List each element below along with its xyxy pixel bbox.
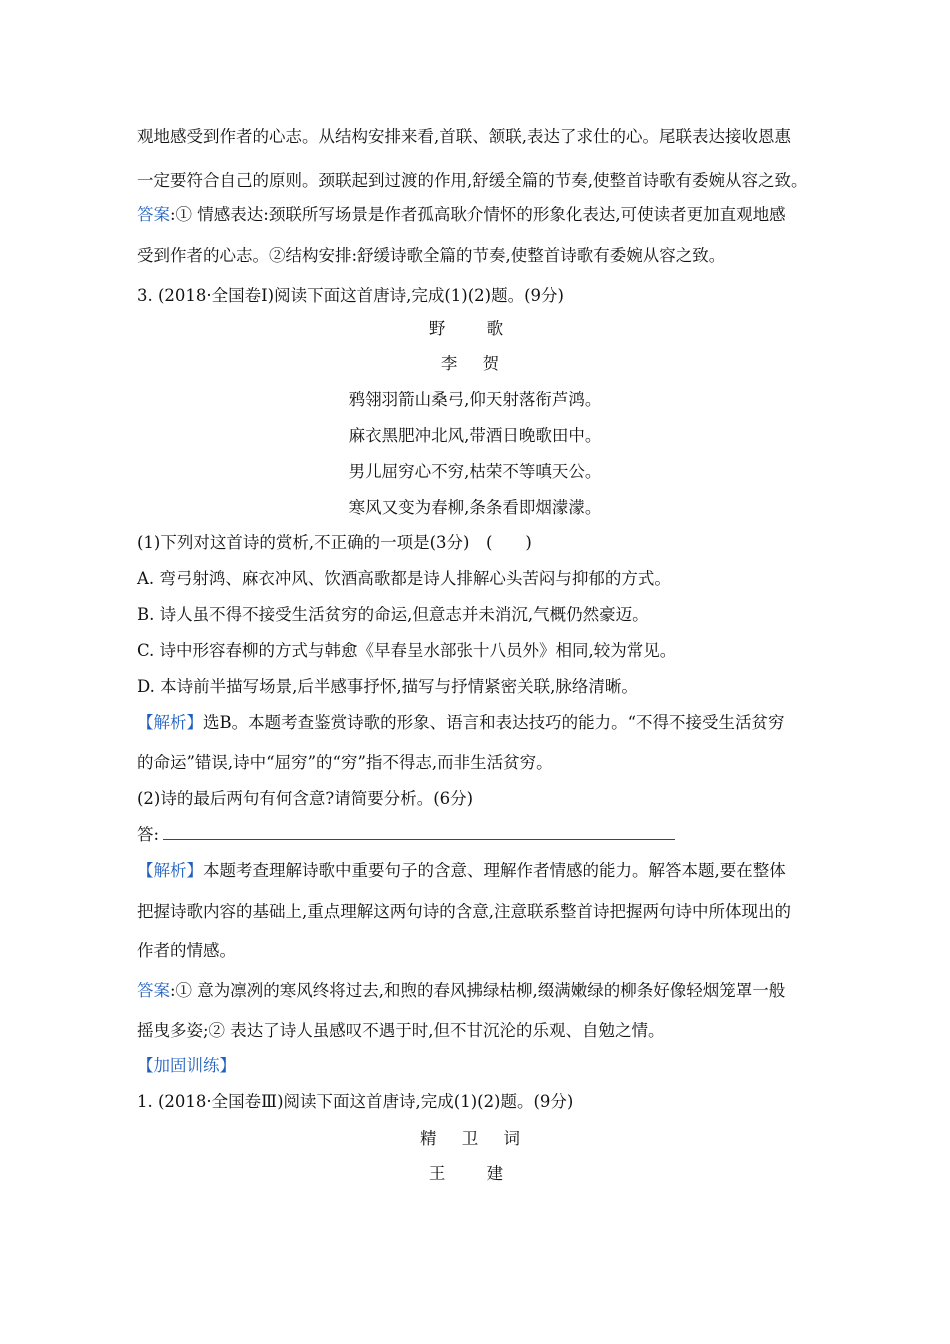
analysis-1-line-2: 的命运”错误,诗中“屈穷”的“穷”指不得志,而非生活贫穷。: [137, 753, 553, 772]
option-d: D. 本诗前半描写场景,后半感事抒怀,描写与抒情紧密关联,脉络清晰。: [137, 677, 638, 696]
poem-line-3: 男儿屈穷心不穷,枯荣不等嗔天公。: [348, 462, 602, 481]
question-3-header: 3. (2018·全国卷Ⅰ)阅读下面这首唐诗,完成(1)(2)题。(9分): [137, 286, 564, 305]
analysis-1-text: 选B。本题考查鉴赏诗歌的形象、语言和表达技巧的能力。“不得不接受生活贫穷: [203, 713, 785, 732]
analysis-2-text: 本题考查理解诗歌中重要句子的含意、理解作者情感的能力。解答本题,要在整体: [203, 861, 786, 880]
sub-question-2: (2)诗的最后两句有何含意?请简要分析。(6分): [137, 789, 474, 808]
option-b: B. 诗人虽不得不接受生活贫穷的命运,但意志并未消沉,气概仍然豪迈。: [137, 605, 649, 624]
analysis-2-line-2: 把握诗歌内容的基础上,重点理解这两句诗的含意,注意联系整首诗把握两句诗中所体现出的: [137, 902, 791, 921]
reinforce-question-1-header: 1. (2018·全国卷Ⅲ)阅读下面这首唐诗,完成(1)(2)题。(9分): [137, 1092, 574, 1111]
intro-line-2: 一定要符合自己的原则。颈联起到过渡的作用,舒缓全篇的节奏,使整首诗歌有委婉从容之致。: [137, 171, 808, 190]
analysis-2-line-3: 作者的情感。: [137, 941, 236, 960]
option-a: A. 弯弓射鸿、麻衣冲风、饮酒高歌都是诗人排解心头苦闷与抑郁的方式。: [137, 569, 671, 588]
poem-2-author: 王 建: [428, 1164, 522, 1183]
analysis-1-line-1: [137, 712, 785, 734]
answer-2-line-2: 摇曳多姿;② 表达了诗人虽感叹不遇于时,但不甘沉沦的乐观、自勉之情。: [137, 1021, 665, 1040]
poem-line-2: 麻衣黑肥冲北风,带酒日晚歌田中。: [348, 426, 602, 445]
reinforce-label: 【加固训练】: [137, 1056, 236, 1075]
answer-label: 答案: [137, 981, 170, 1000]
option-c: C. 诗中形容春柳的方式与韩愈《早春呈水部张十八员外》相同,较为常见。: [137, 641, 677, 660]
analysis-label: 【解析】: [137, 861, 203, 880]
poem-line-1: 鸦翎羽箭山桑弓,仰天射落衔芦鸿。: [348, 390, 602, 409]
analysis-2-line-1: [137, 860, 786, 882]
intro-line-1: 观地感受到作者的心志。从结构安排来看,首联、颔联,表达了求仕的心。尾联表达接收恩惠: [137, 127, 791, 146]
answer-1-text: :① 情感表达:颈联所写场景是作者孤高耿介情怀的形象化表达,可使读者更加直观地感: [170, 205, 786, 224]
answer-1-line-2: 受到作者的心志。②结构安排:舒缓诗歌全篇的节奏,使整首诗歌有委婉从容之致。: [137, 246, 726, 265]
answer-blank-row: [137, 824, 675, 846]
poem-2-title: 精 卫 词: [420, 1129, 530, 1148]
poem-line-4: 寒风又变为春柳,条条看即烟濛濛。: [348, 498, 602, 517]
poem-author: 李 贺: [440, 354, 510, 373]
answer-blank-line[interactable]: [163, 825, 675, 840]
answer-2-text: :① 意为凛冽的寒风终将过去,和煦的春风拂绿枯柳,缀满嫩绿的柳条好像轻烟笼罩一般: [170, 981, 786, 1000]
answer-1-line-1: [137, 204, 786, 226]
answer-label: 答案: [137, 205, 170, 224]
analysis-label: 【解析】: [137, 713, 203, 732]
answer-prompt: 答:: [137, 825, 160, 844]
answer-2-line-1: [137, 980, 785, 1002]
poem-title: 野 歌: [428, 319, 522, 338]
sub-question-1: (1)下列对这首诗的赏析,不正确的一项是(3分) ( ): [137, 533, 532, 552]
